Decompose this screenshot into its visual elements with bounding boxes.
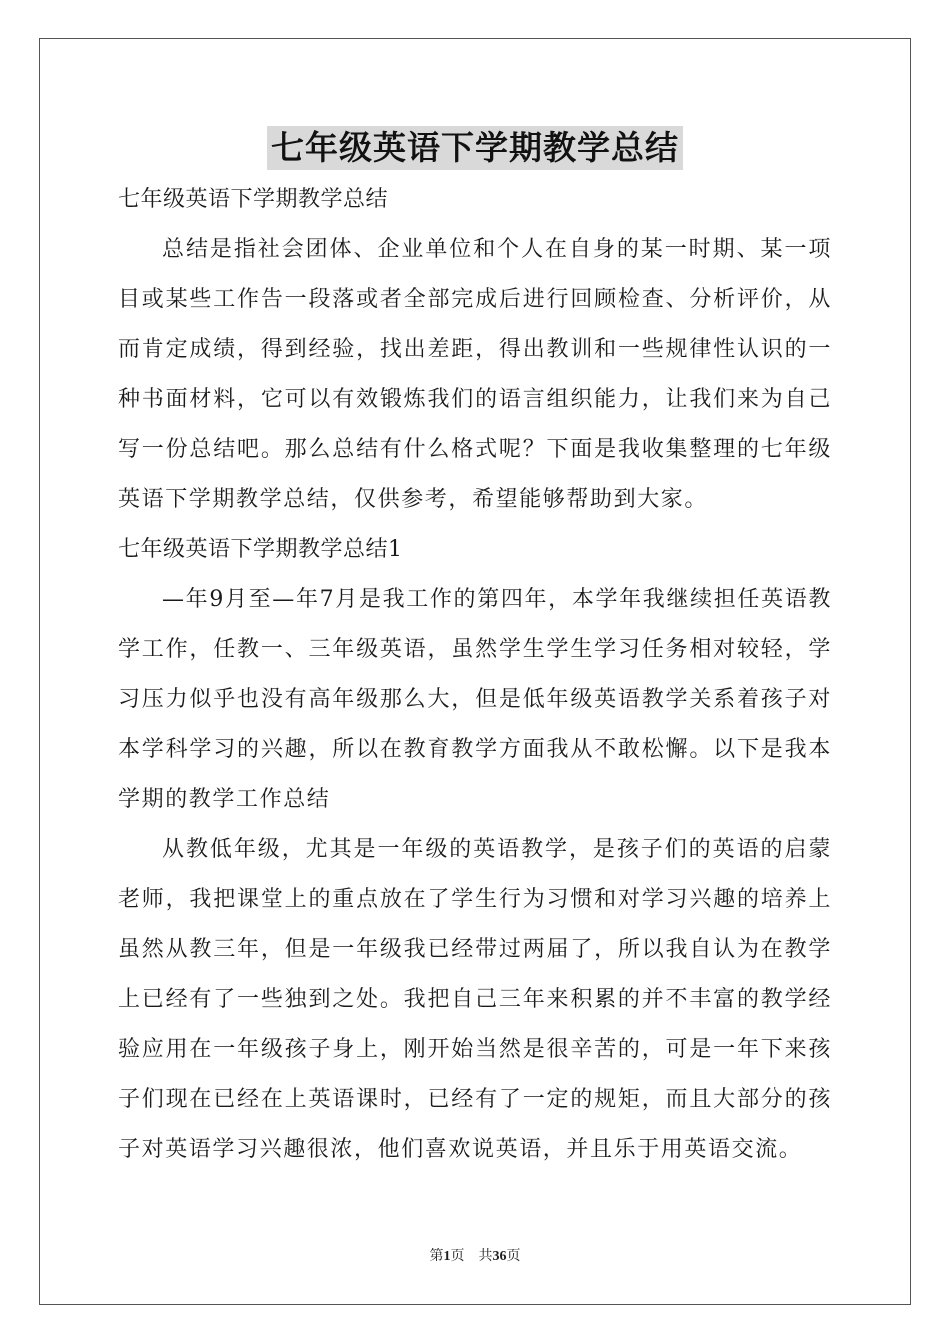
document-body bbox=[118, 175, 832, 1175]
total-prefix: 共 bbox=[478, 1249, 493, 1264]
title-container bbox=[0, 126, 950, 170]
page-suffix: 页 bbox=[450, 1249, 465, 1264]
total-suffix: 页 bbox=[506, 1249, 521, 1264]
page-footer bbox=[0, 1245, 950, 1265]
page-prefix: 第 bbox=[429, 1249, 444, 1264]
page-number: 1 bbox=[443, 1249, 451, 1264]
body-paragraph: 从教低年级，尤其是一年级的英语教学，是孩子们的英语的启蒙老师，我把课堂上的重点放在了学生行为习惯和对学习兴趣的培养上虽然从教三年，但是一年级我已经带过两届了，所以我自认为在教学上已经有了一些独到之处。我把自己三年来积累的并不丰富的教学经验应用在一年级孩子身上，刚开始当然是很辛苦的，可是一年下来孩子们现在已经在上英语课时，已经有了一定的规矩，而且大部分的孩子对英语学习兴趣很浓，他们喜欢说英语，并且乐于用英语交流。 bbox=[118, 837, 832, 1162]
document-title: 七年级英语下学期教学总结 bbox=[267, 126, 683, 170]
section-heading: 七年级英语下学期教学总结 bbox=[118, 187, 389, 212]
section-heading: 七年级英语下学期教学总结1 bbox=[118, 537, 403, 562]
body-paragraph: 总结是指社会团体、企业单位和个人在自身的某一时期、某一项目或某些工作告一段落或者全部完成后进行回顾检查、分析评价，从而肯定成绩，得到经验，找出差距，得出教训和一些规律性认识的一种书面材料，它可以有效锻炼我们的语言组织能力，让我们来为自己写一份总结吧。那么总结有什么格式呢？下面是我收集整理的七年级英语下学期教学总结，仅供参考，希望能够帮助到大家。 bbox=[118, 237, 832, 512]
body-paragraph: —年9月至—年7月是我工作的第四年，本学年我继续担任英语教学工作，任教一、三年级英语，虽然学生学生学习任务相对较轻，学习压力似乎也没有高年级那么大，但是低年级英语教学关系着孩子对本学科学习的兴趣，所以在教育教学方面我从不敢松懈。以下是我本学期的教学工作总结 bbox=[118, 587, 832, 812]
total-pages: 36 bbox=[492, 1249, 507, 1264]
